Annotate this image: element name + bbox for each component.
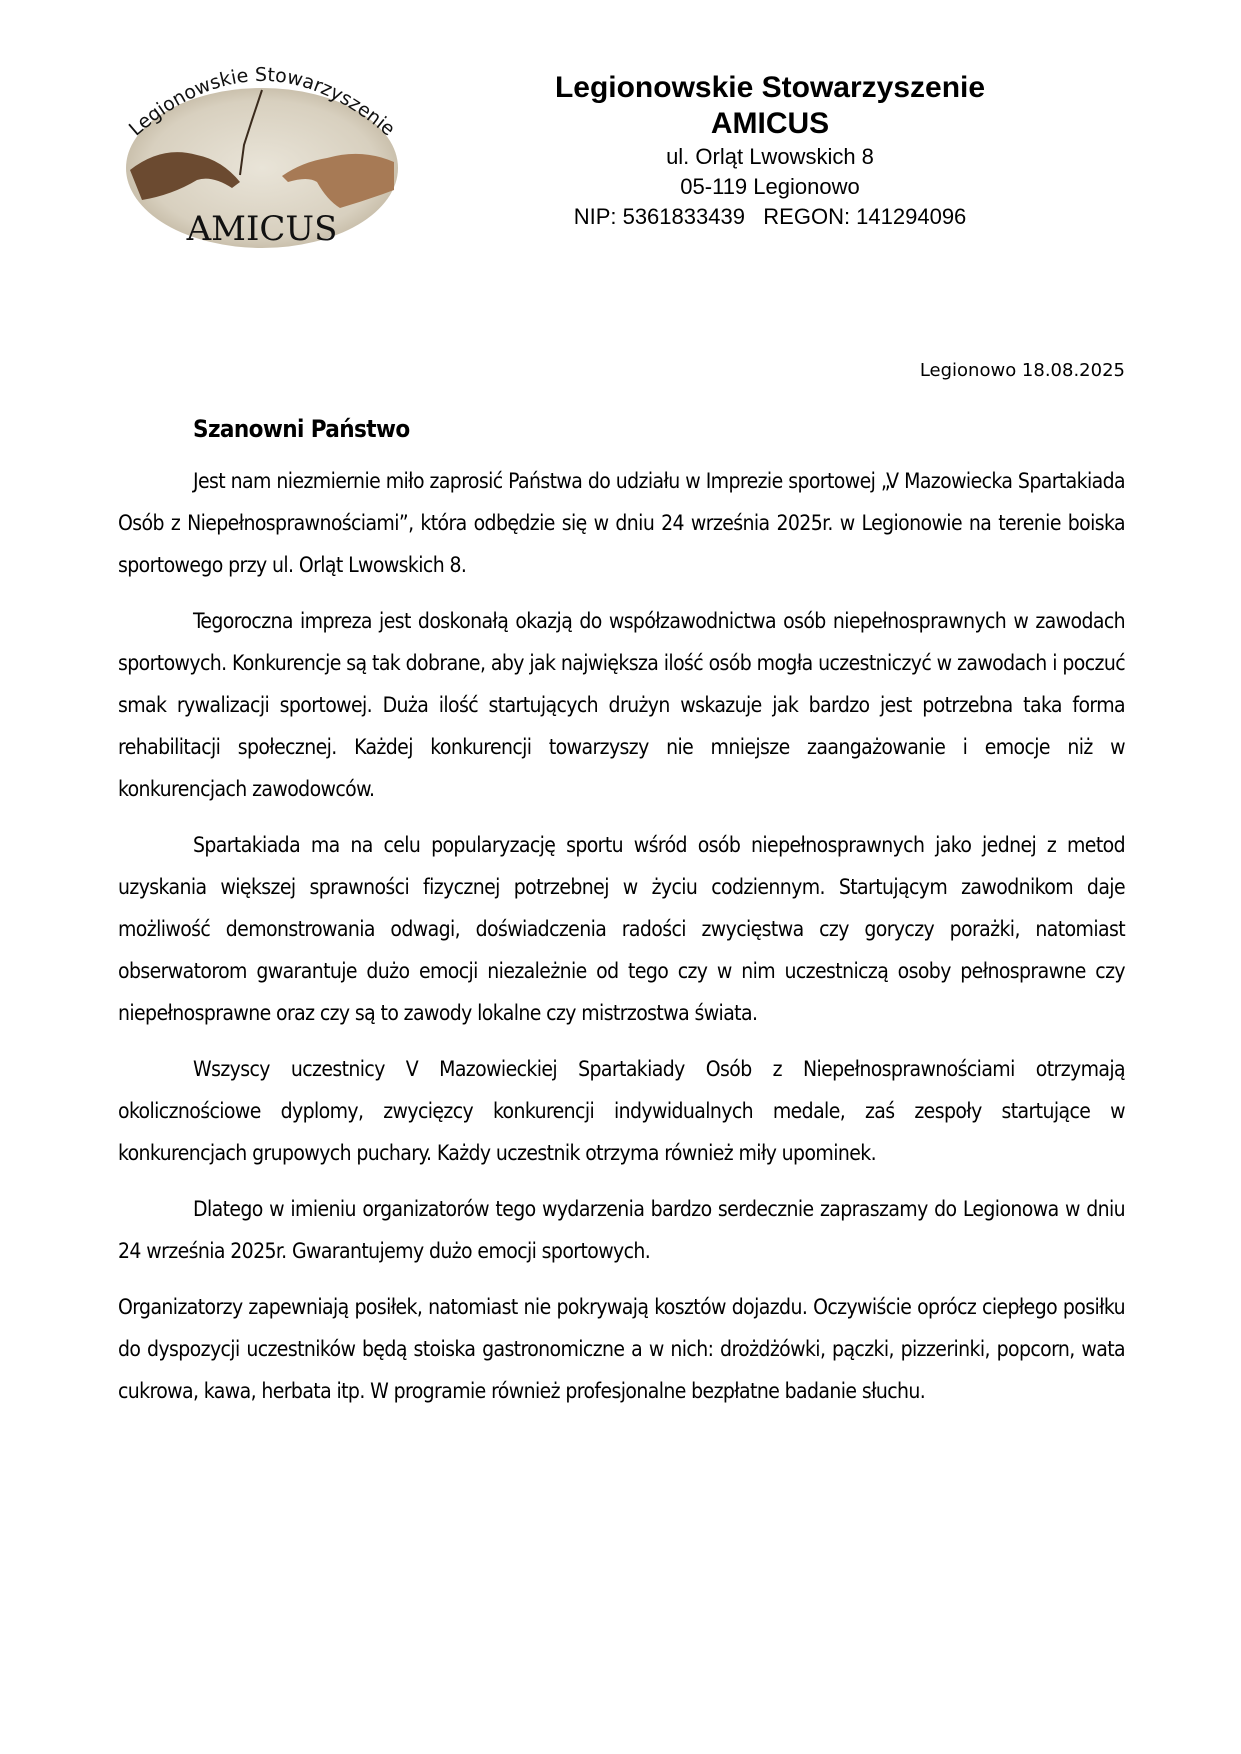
letter-body [118, 408, 1125, 1426]
logo-name: AMICUS [186, 209, 338, 249]
paragraph-event-description: Tegoroczna impreza jest doskonałą okazją do współzawodnictwa osób niepełnosprawnych w zawodach sportowych. Konkurencje są tak dobrane, aby jak największa ilość osób mogła uczestniczyć w zawodach i poczuć smak rywalizacji sportowej. Duża ilość startujących drużyn wskazuje jak bardzo jest potrzebna taka forma rehabilitacji społecznej. Każdej konkurencji towarzyszy nie mniejsze zaangażowanie i emocje niż w konkurencjach zawodowców. [118, 609, 1125, 801]
paragraph-goals: Spartakiada ma na celu popularyzację sportu wśród osób niepełnosprawnych jako jednej z metod uzyskania większej sprawności fizycznej potrzebnej w życiu codziennym. Startującym zawodnikom daje możliwość demonstrowania odwagi, doświadczenia radości zwycięstwa czy goryczy porażki, natomiast obserwatorom gwarantuje dużo emocji niezależnie od tego czy w nim uczestniczą osoby pełnosprawne czy niepełnosprawne oraz czy są to zawody lokalne czy mistrzostwa świata. [118, 833, 1125, 1025]
paragraph-logistics: Organizatorzy zapewniają posiłek, natomiast nie pokrywają kosztów dojazdu. Oczywiście oprócz ciepłego posiłku do dyspozycji uczestników będą stoiska gastronomiczne a w nich: drożdżówki, pączki, pizzerinki, popcorn, wata cukrowa, kawa, herbata itp. W programie również profesjonalne bezpłatne badanie słuchu. [118, 1295, 1125, 1403]
organization-short-name: AMICUS [710, 107, 830, 140]
date-line: Legionowo 18.08.2025 [919, 360, 1125, 381]
paragraph-awards: Wszyscy uczestnicy V Mazowieckiej Spartakiady Osób z Niepełnosprawnościami otrzymają okolicznościowe dyplomy, zwycięzcy konkurencji indywidualnych medale, zaś zespoły startujące w konkurencjach grupowych puchary. Każdy uczestnik otrzyma również miły upominek. [118, 1057, 1125, 1165]
organization-logo [112, 50, 412, 278]
address-city: 05-119 Legionowo [680, 174, 860, 199]
paragraph-closing-invitation: Dlatego w imieniu organizatorów tego wydarzenia bardzo serdecznie zapraszamy do Legionowa w dniu 24 września 2025r. Gwarantujemy dużo emocji sportowych. [118, 1197, 1125, 1263]
address-street: ul. Orląt Lwowskich 8 [666, 144, 874, 169]
paragraph-invitation: Jest nam niezmiernie miło zaprosić Państwa do udziału w Imprezie sportowej „V Mazowiecka Spartakiada Osób z Niepełnosprawnościami”, która odbędzie się w dniu 24 września 2025r. w Legionowie na terenie boiska sportowego przy ul. Orląt Lwowskich 8. [118, 469, 1125, 577]
organization-name: Legionowskie Stowarzyszenie [554, 71, 986, 104]
logo-arc-text: Legionowskie Stowarzyszenie [124, 63, 400, 141]
logo-graphic [112, 50, 412, 278]
salutation: Szanowni Państwo [193, 415, 410, 443]
tax-ids: NIP: 5361833439 REGON: 141294096 [573, 204, 967, 229]
letterhead [520, 70, 1020, 232]
